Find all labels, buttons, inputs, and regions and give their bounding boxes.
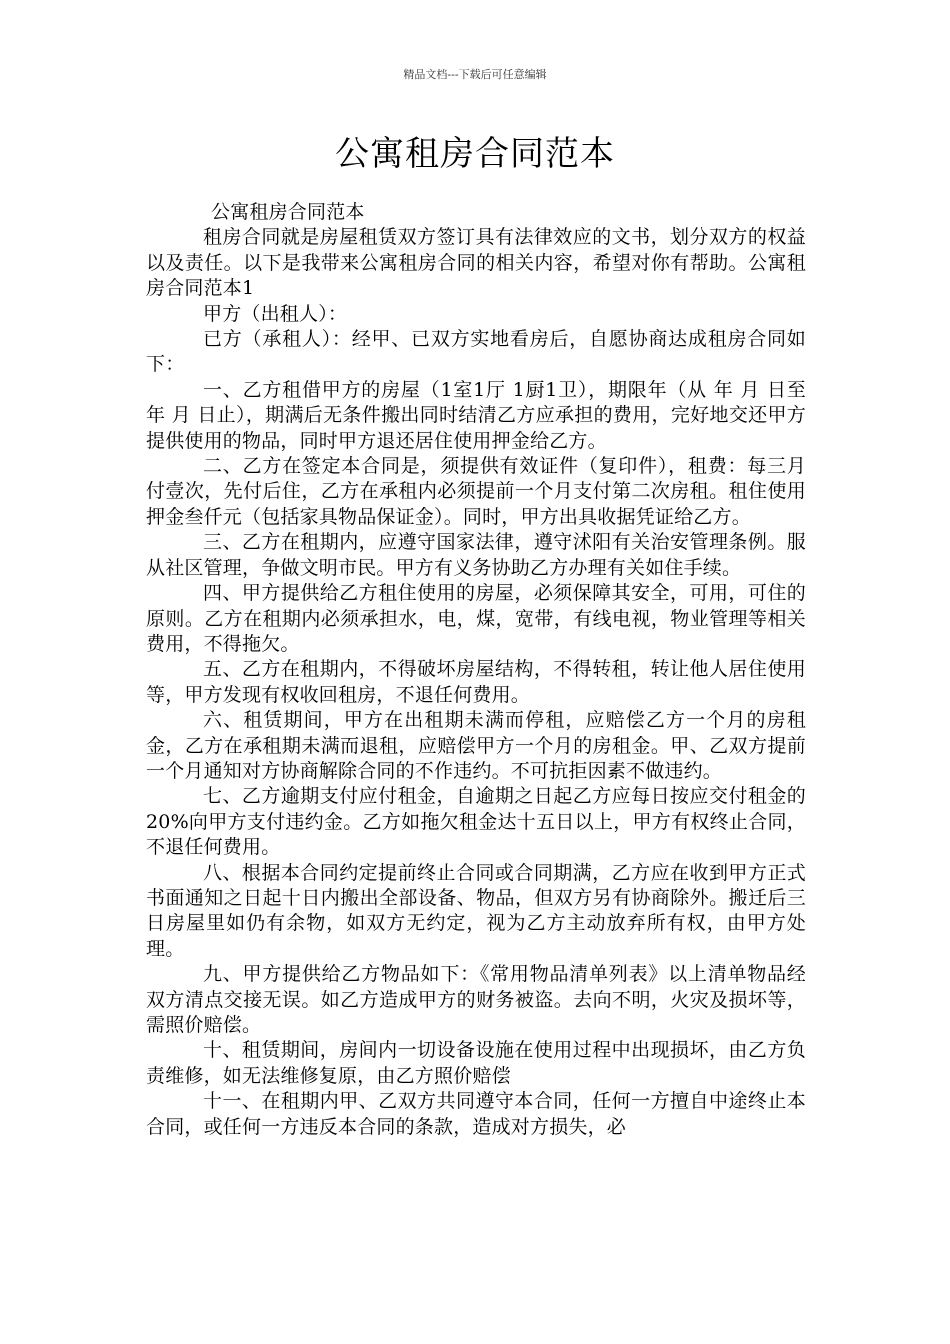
clause-paragraph: 三、乙方在租期内，应遵守国家法律，遵守沭阳有关治安管理条例。服从社区管理，争做文明市民。甲方有义务协助乙方办理有关如住手续。	[146, 531, 806, 579]
page-header: 精品文档---下载后可任意编辑	[403, 68, 547, 81]
body-paragraph: 已方（承租人）：经甲、已双方实地看房后，自愿协商达成租房合同如下：	[146, 328, 806, 376]
body-paragraph: 租房合同就是房屋租赁双方签订具有法律效应的文书，划分双方的权益以及责任。以下是我带来公寓租房合同的相关内容，希望对你有帮助。公寓租房合同范本1	[146, 226, 806, 300]
body-paragraph: 甲方（出租人）：	[203, 302, 348, 325]
document-title: 公寓租房合同范本	[335, 134, 615, 174]
clause-paragraph: 二、乙方在签定本合同是，须提供有效证件（复印件），租费：每三月付壹次，先付后住，乙方在承租内必须提前一个月支付第二次房租。租住使用押金叁仟元（包括家具物品保证金）。同时，甲方出具收据凭证给乙方。	[146, 455, 806, 528]
document-body	[146, 200, 806, 1140]
clause-paragraph: 七、乙方逾期支付应付租金，自逾期之日起乙方应每日按应交付租金的20%向甲方支付违约金。乙方如拖欠租金达十五日以上，甲方有权终止合同，不退任何费用。	[146, 785, 806, 859]
clause-paragraph: 四、甲方提供给乙方租住使用的房屋，必须保障其安全，可用，可住的原则。乙方在租期内必须承担水，电，煤，宽带，有线电视，物业管理等相关费用，不得拖欠。	[146, 582, 806, 655]
clause-paragraph: 五、乙方在租期内，不得破坏房屋结构，不得转租，转让他人居住使用等，甲方发现有权收回租房，不退任何费用。	[146, 658, 806, 706]
clause-paragraph: 八、根据本合同约定提前终止合同或合同期满，乙方应在收到甲方正式书面通知之日起十日内搬出全部设备、物品，但双方另有协商除外。搬迁后三日房屋里如仍有余物，如双方无约定，视为乙方主动放弃所有权，由甲方处理。	[146, 861, 806, 960]
clause-paragraph: 十、租赁期间，房间内一切设备设施在使用过程中出现损坏，由乙方负责维修，如无法维修复原，由乙方照价赔偿	[146, 1039, 806, 1087]
subtitle-paragraph: 公寓租房合同范本	[211, 201, 365, 223]
clause-paragraph: 六、租赁期间，甲方在出租期未满而停租，应赔偿乙方一个月的房租金，乙方在承租期未满而退租，应赔偿甲方一个月的房租金。甲、乙双方提前一个月通知对方协商解除合同的不作违约。不可抗拒因素不做违约。	[146, 709, 806, 782]
clause-paragraph: 十一、在租期内甲、乙双方共同遵守本合同，任何一方擅自中途终止本合同，或任何一方违反本合同的条款，造成对方损失，必	[146, 1090, 806, 1138]
clause-paragraph: 九、甲方提供给乙方物品如下：《常用物品清单列表》以上清单物品经双方清点交接无误。如乙方造成甲方的财务被盗。去向不明，火灾及损坏等，需照价赔偿。	[146, 963, 806, 1036]
clause-paragraph: 一、乙方租借甲方的房屋（1室1厅 1厨1卫），期限年（从 年 月 日至 年 月 日止），期满后无条件搬出同时结清乙方应承担的费用，完好地交还甲方提供使用的物品，同时甲方退还居住使用押金给乙方。	[146, 378, 806, 452]
